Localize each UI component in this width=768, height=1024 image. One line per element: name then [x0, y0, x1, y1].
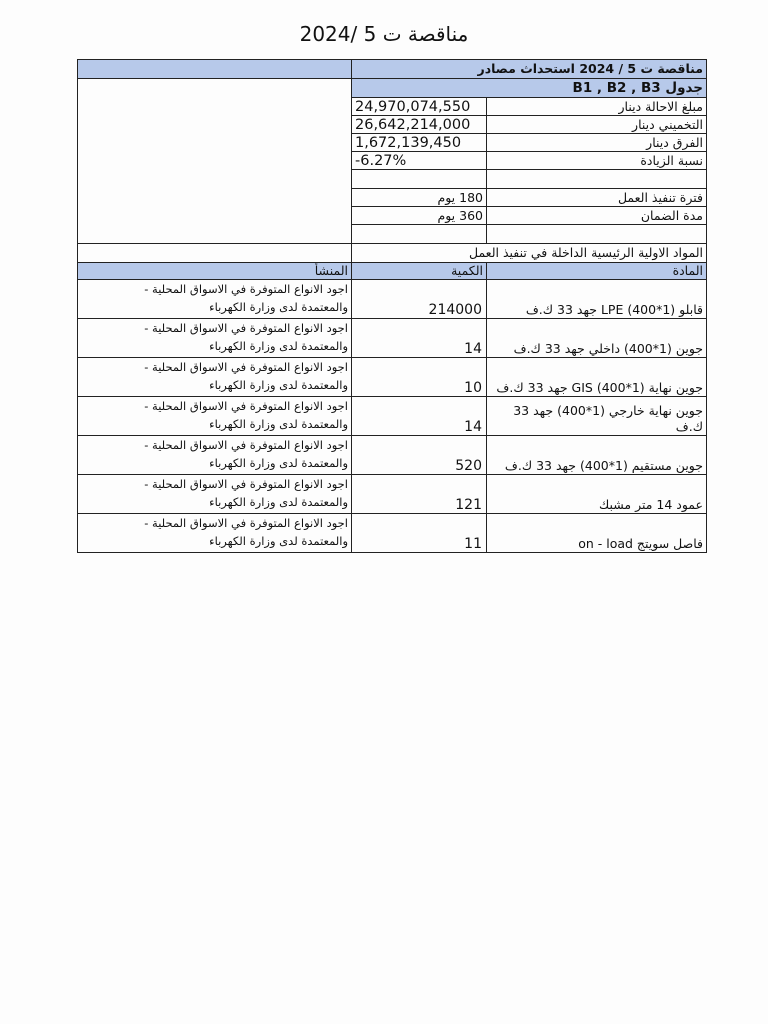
- table-label: جدول B1 , B2 , B3: [352, 79, 707, 98]
- material-quantity: 14: [352, 319, 487, 358]
- header-row: [78, 60, 707, 79]
- table-row: [78, 514, 707, 553]
- material-origin: [78, 436, 352, 475]
- columns-header-row: [78, 263, 707, 280]
- material-quantity: 10: [352, 358, 487, 397]
- summary-label: مبلغ الاحالة دينار: [487, 98, 707, 116]
- material-origin: [78, 358, 352, 397]
- summary-blank-area: [78, 79, 352, 244]
- material-name: جوين نهاية خارجي (1*400) جهد 33 ك.ف: [487, 397, 707, 436]
- origin-line-2: والمعتمدة لدى وزارة الكهرباء: [209, 300, 348, 314]
- material-name: عمود 14 متر مشبك: [487, 475, 707, 514]
- column-origin: المنشأ: [78, 263, 352, 280]
- origin-line-2: والمعتمدة لدى وزارة الكهرباء: [209, 378, 348, 392]
- origin-line-1: اجود الانواع المتوفرة في الاسواق المحلية -: [144, 282, 348, 296]
- summary-label: نسبة الزيادة: [487, 152, 707, 170]
- table-row: [78, 436, 707, 475]
- origin-line-1: اجود الانواع المتوفرة في الاسواق المحلية -: [144, 399, 348, 413]
- table-row: [78, 319, 707, 358]
- material-origin: [78, 397, 352, 436]
- material-quantity: 14: [352, 397, 487, 436]
- summary-value: -6.27%: [352, 152, 487, 170]
- origin-line-1: اجود الانواع المتوفرة في الاسواق المحلية -: [144, 438, 348, 452]
- table-row: [78, 358, 707, 397]
- period-value: 180 يوم: [352, 189, 487, 207]
- material-name: جوين نهاية (1*400) GIS جهد 33 ك.ف: [487, 358, 707, 397]
- summary-value: 24,970,074,550: [352, 98, 487, 116]
- material-origin: [78, 475, 352, 514]
- tender-table: [77, 59, 707, 553]
- material-origin: [78, 319, 352, 358]
- materials-heading: المواد الاولية الرئيسية الداخلة في تنفيذ العمل: [352, 244, 707, 263]
- material-name: جوين مستقيم (1*400) جهد 33 ك.ف: [487, 436, 707, 475]
- origin-line-1: اجود الانواع المتوفرة في الاسواق المحلية -: [144, 516, 348, 530]
- column-quantity: الكمية: [352, 263, 487, 280]
- origin-line-1: اجود الانواع المتوفرة في الاسواق المحلية -: [144, 477, 348, 491]
- table-label-row: [78, 79, 707, 98]
- summary-value: 26,642,214,000: [352, 116, 487, 134]
- table-row: [78, 475, 707, 514]
- material-origin: [78, 280, 352, 319]
- origin-line-1: اجود الانواع المتوفرة في الاسواق المحلية -: [144, 360, 348, 374]
- table-row: [78, 397, 707, 436]
- material-quantity: 121: [352, 475, 487, 514]
- material-name: جوين (1*400) داخلي جهد 33 ك.ف: [487, 319, 707, 358]
- origin-line-2: والمعتمدة لدى وزارة الكهرباء: [209, 339, 348, 353]
- period-label: مدة الضمان: [487, 207, 707, 225]
- materials-heading-row: [78, 244, 707, 263]
- period-value: 360 يوم: [352, 207, 487, 225]
- material-quantity: 11: [352, 514, 487, 553]
- origin-line-2: والمعتمدة لدى وزارة الكهرباء: [209, 456, 348, 470]
- material-quantity: 214000: [352, 280, 487, 319]
- origin-line-2: والمعتمدة لدى وزارة الكهرباء: [209, 534, 348, 548]
- material-quantity: 520: [352, 436, 487, 475]
- table-row: [78, 280, 707, 319]
- page-title: مناقصة ت 5 /2024: [299, 22, 469, 46]
- material-origin: [78, 514, 352, 553]
- summary-label: الفرق دينار: [487, 134, 707, 152]
- origin-line-2: والمعتمدة لدى وزارة الكهرباء: [209, 417, 348, 431]
- summary-label: التخميني دينار: [487, 116, 707, 134]
- column-material: المادة: [487, 263, 707, 280]
- origin-line-2: والمعتمدة لدى وزارة الكهرباء: [209, 495, 348, 509]
- origin-line-1: اجود الانواع المتوفرة في الاسواق المحلية -: [144, 321, 348, 335]
- materials-list: [78, 280, 707, 553]
- summary-value: 1,672,139,450: [352, 134, 487, 152]
- material-name: فاصل سويتج on - load: [487, 514, 707, 553]
- header-blank-cell: [78, 60, 352, 79]
- header-line: مناقصة ت 5 / 2024 استحداث مصادر: [352, 60, 707, 79]
- period-label: فترة تنفيذ العمل: [487, 189, 707, 207]
- material-name: قابلو (1*400) LPE جهد 33 ك.ف: [487, 280, 707, 319]
